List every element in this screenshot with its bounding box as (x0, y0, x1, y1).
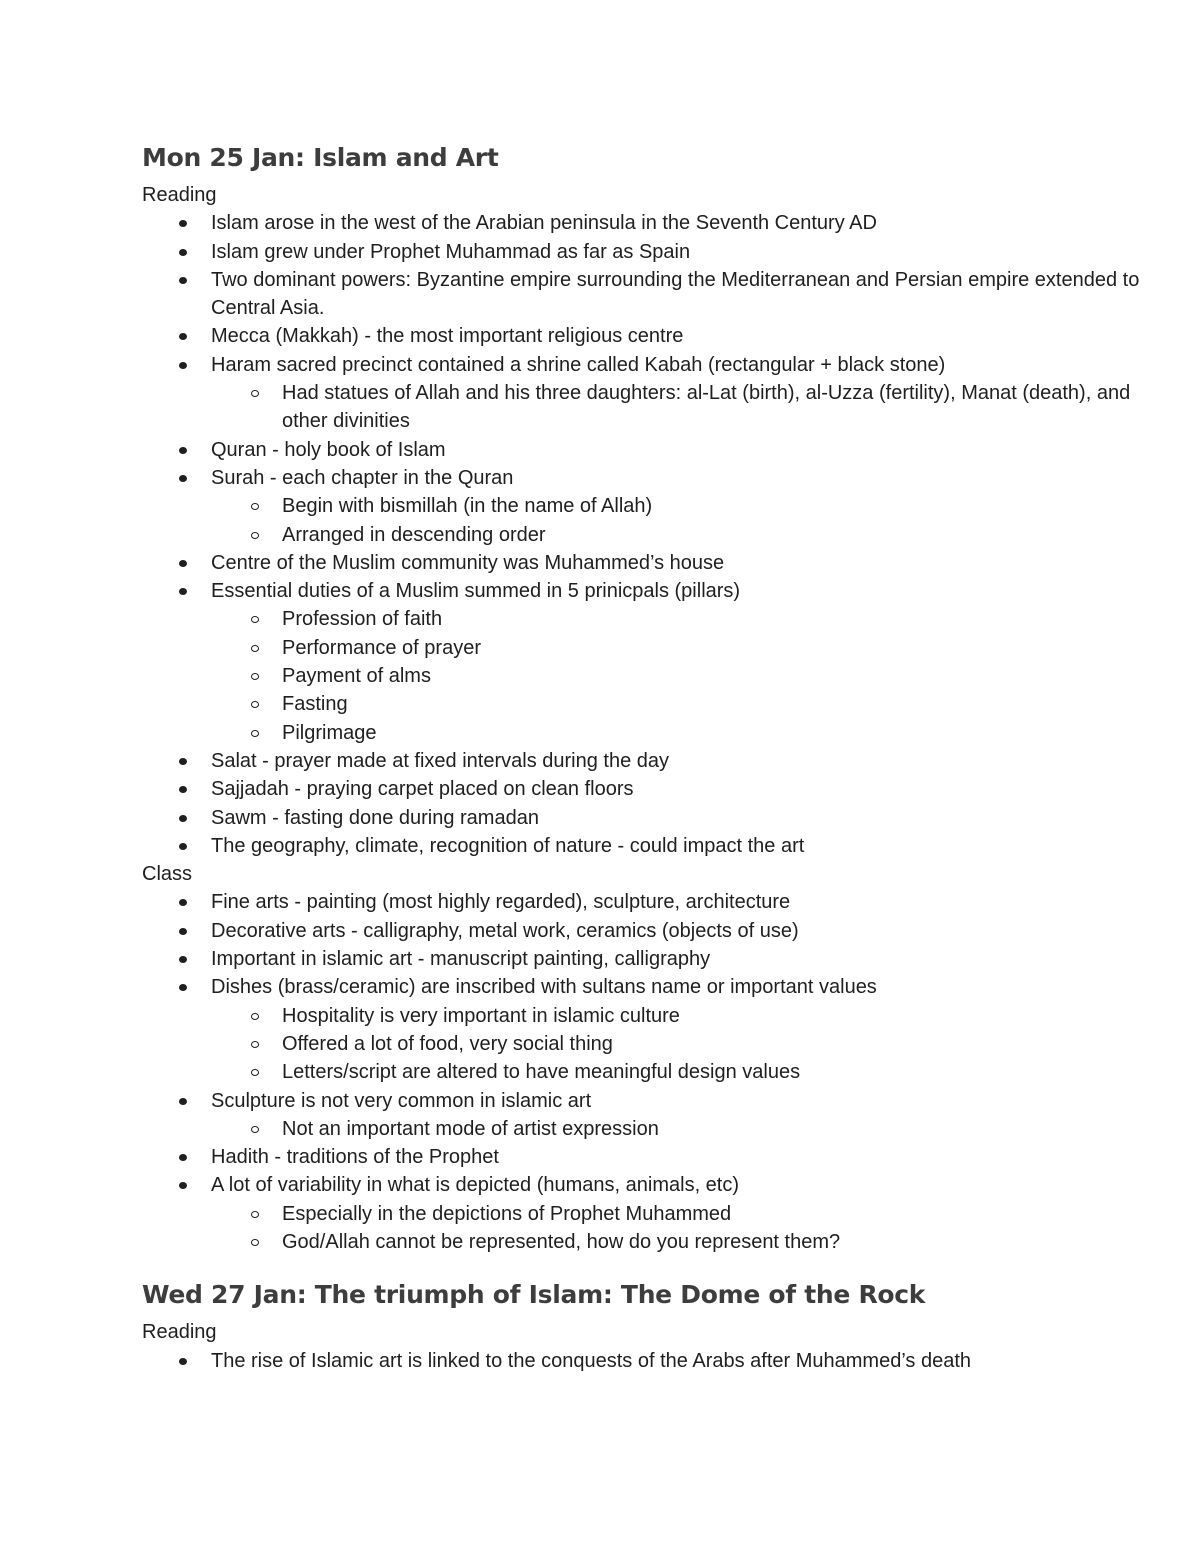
list-item (211, 1087, 1142, 1144)
sub-list-item (282, 521, 1142, 549)
sub-list-item (282, 634, 1142, 662)
section-heading-mon-25-jan: Mon 25 Jan: Islam and Art (142, 143, 499, 172)
list-item (211, 209, 1142, 237)
reading-notes-list (142, 209, 1142, 860)
bullet-dot-icon (179, 475, 187, 482)
list-item (211, 1171, 1142, 1256)
bullet-dot-icon (179, 984, 187, 991)
list-item (211, 436, 1142, 464)
sub-list-item (282, 1030, 1142, 1058)
list-item-text: Islam grew under Prophet Muhammad as far as Spain (211, 240, 691, 263)
bullet-dot-icon (179, 1182, 187, 1189)
bullet-dot-icon (179, 220, 187, 227)
list-item (211, 888, 1142, 916)
bullet-dot-icon (179, 758, 187, 765)
list-item-text: Haram sacred precinct contained a shrine called Kabah (rectangular + black stone) (211, 353, 946, 376)
list-item-text: Important in islamic art - manuscript painting, calligraphy (211, 948, 711, 971)
bullet-circle-icon (251, 1239, 259, 1246)
list-item (211, 464, 1142, 549)
sub-list (211, 492, 1142, 549)
sub-list-item-text: Arranged in descending order (282, 523, 546, 546)
list-item (211, 747, 1142, 775)
list-item (211, 775, 1142, 803)
list-item-text: Sawm - fasting done during ramadan (211, 806, 539, 829)
bullet-circle-icon (251, 1069, 259, 1076)
bullet-dot-icon (179, 447, 187, 454)
sub-list-item (282, 492, 1142, 520)
list-item-text: Mecca (Makkah) - the most important religious centre (211, 325, 684, 348)
list-item-text: Dishes (brass/ceramic) are inscribed with sultans name or important values (211, 976, 877, 999)
list-item-text: Surah - each chapter in the Quran (211, 466, 514, 489)
sub-list (211, 1200, 1142, 1257)
list-item (211, 351, 1142, 436)
list-item (211, 266, 1142, 323)
bullet-dot-icon (179, 588, 187, 595)
bullet-dot-icon (179, 843, 187, 850)
sub-list-item-text: Profession of faith (282, 608, 443, 631)
bullet-circle-icon (251, 1041, 259, 1048)
list-item (211, 1347, 1142, 1375)
list-item-text: Sajjadah - praying carpet placed on clean floors (211, 778, 634, 801)
sub-list (211, 1002, 1142, 1087)
sub-list-item-text: Had statues of Allah and his three daughters: al-Lat (birth), al-Uzza (fertility), Manat (death), and other divinities (282, 382, 1131, 433)
sub-list-item-text: Letters/script are altered to have meaningful design values (282, 1061, 801, 1084)
list-item-text: Essential duties of a Muslim summed in 5 prinicpals (pillars) (211, 580, 741, 603)
list-item-text: Quran - holy book of Islam (211, 438, 446, 461)
bullet-dot-icon (179, 899, 187, 906)
bullet-circle-icon (251, 1013, 259, 1020)
sub-list-item-text: Offered a lot of food, very social thing (282, 1032, 613, 1055)
bullet-dot-icon (179, 928, 187, 935)
reading-notes-list (142, 1347, 1142, 1375)
list-item-text: Centre of the Muslim community was Muhammed’s house (211, 551, 725, 574)
class-notes-list (142, 888, 1142, 1256)
list-item-text: A lot of variability in what is depicted (humans, animals, etc) (211, 1174, 740, 1197)
bullet-dot-icon (179, 277, 187, 284)
sub-list-item (282, 719, 1142, 747)
bullet-circle-icon (251, 503, 259, 510)
list-item (211, 1143, 1142, 1171)
section-heading-wed-27-jan: Wed 27 Jan: The triumph of Islam: The Dome of the Rock (142, 1280, 926, 1310)
sub-list-item (282, 1002, 1142, 1030)
sub-list-item (282, 379, 1142, 436)
sub-list-item (282, 662, 1142, 690)
bullet-dot-icon (179, 362, 187, 369)
list-item (211, 917, 1142, 945)
sub-list-item (282, 1058, 1142, 1086)
bullet-circle-icon (251, 673, 259, 680)
bullet-dot-icon (179, 249, 187, 256)
bullet-dot-icon (179, 333, 187, 340)
reading-label: Reading (142, 1321, 217, 1344)
list-item-text: Two dominant powers: Byzantine empire surrounding the Mediterranean and Persian empire extended to Central Asia. (211, 268, 1140, 320)
list-item (211, 549, 1142, 577)
bullet-dot-icon (179, 1154, 187, 1161)
sub-list-item-text: Especially in the depictions of Prophet Muhammed (282, 1202, 732, 1225)
list-item-text: Islam arose in the west of the Arabian peninsula in the Seventh Century AD (211, 212, 877, 235)
list-item (211, 804, 1142, 832)
bullet-circle-icon (251, 616, 259, 623)
bullet-dot-icon (179, 1358, 187, 1365)
sub-list-item-text: Not an important mode of artist expression (282, 1117, 659, 1140)
sub-list (211, 1115, 1142, 1143)
bullet-circle-icon (251, 390, 259, 397)
class-label: Class (142, 863, 193, 886)
sub-list-item-text: Payment of alms (282, 665, 431, 688)
list-item (211, 238, 1142, 266)
bullet-dot-icon (179, 956, 187, 963)
list-item-text: The rise of Islamic art is linked to the conquests of the Arabs after Muhammed’s death (211, 1349, 972, 1372)
sub-list (211, 379, 1142, 436)
bullet-dot-icon (179, 1098, 187, 1105)
sub-list-item (282, 1228, 1142, 1256)
list-item-text: Sculpture is not very common in islamic art (211, 1089, 592, 1112)
sub-list-item-text: God/Allah cannot be represented, how do you represent them? (282, 1230, 841, 1253)
list-item-text: Hadith - traditions of the Prophet (211, 1146, 499, 1169)
sub-list-item-text: Performance of prayer (282, 636, 481, 659)
bullet-circle-icon (251, 1211, 259, 1218)
sub-list-item (282, 1115, 1142, 1143)
sub-list-item-text: Fasting (282, 693, 348, 716)
sub-list-item (282, 605, 1142, 633)
list-item-text: Fine arts - painting (most highly regarded), sculpture, architecture (211, 891, 791, 914)
bullet-dot-icon (179, 786, 187, 793)
sub-list-item (282, 1200, 1142, 1228)
bullet-circle-icon (251, 645, 259, 652)
sub-list (211, 605, 1142, 746)
document-body (142, 140, 1142, 1375)
list-item-text: Salat - prayer made at fixed intervals during the day (211, 749, 670, 772)
bullet-dot-icon (179, 815, 187, 822)
list-item (211, 945, 1142, 973)
list-item-text: Decorative arts - calligraphy, metal work, ceramics (objects of use) (211, 919, 799, 942)
list-item (211, 322, 1142, 350)
bullet-dot-icon (179, 560, 187, 567)
sub-list-item-text: Pilgrimage (282, 721, 377, 744)
bullet-circle-icon (251, 730, 259, 737)
list-item (211, 832, 1142, 860)
bullet-circle-icon (251, 532, 259, 539)
bullet-circle-icon (251, 701, 259, 708)
list-item (211, 973, 1142, 1086)
bullet-circle-icon (251, 1126, 259, 1133)
list-item-text: The geography, climate, recognition of nature - could impact the art (211, 834, 805, 857)
list-item (211, 577, 1142, 747)
sub-list-item-text: Begin with bismillah (in the name of Allah) (282, 495, 653, 518)
reading-label: Reading (142, 184, 217, 206)
sub-list-item-text: Hospitality is very important in islamic culture (282, 1004, 680, 1027)
sub-list-item (282, 690, 1142, 718)
